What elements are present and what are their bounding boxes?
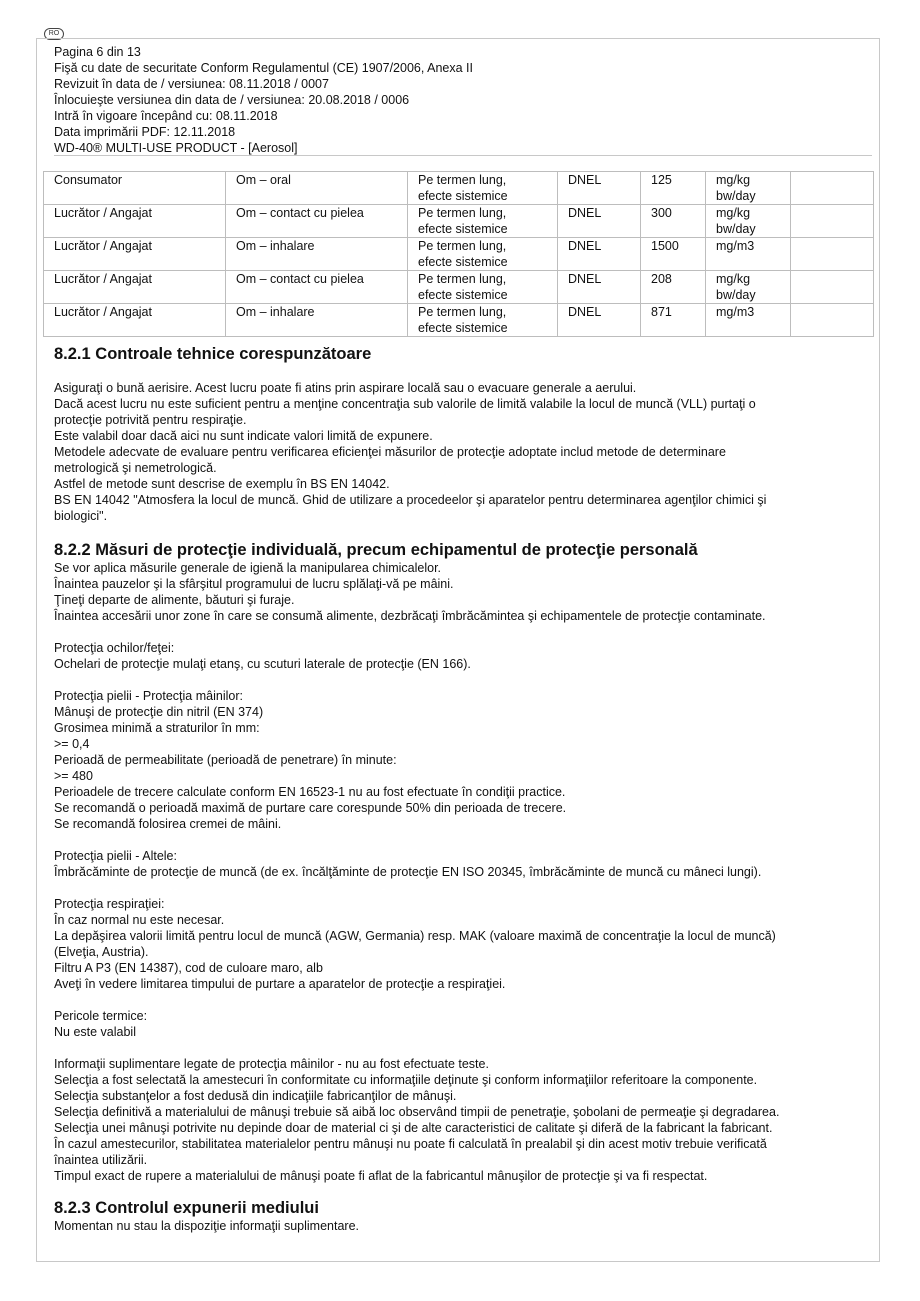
environmental-exposure-body bbox=[54, 1218, 870, 1234]
paragraph-line: Pericole termice: bbox=[54, 1009, 148, 1023]
paragraph-line: Momentan nu stau la dispoziţie informaţii suplimentare. bbox=[54, 1219, 360, 1233]
table-row bbox=[44, 238, 874, 271]
type-cell: DNEL bbox=[558, 172, 641, 205]
revision-date: Revizuit în data de / versiunea: 08.11.2018 / 0007 bbox=[54, 77, 329, 91]
note-cell bbox=[791, 238, 874, 271]
group-cell: Lucrător / Angajat bbox=[44, 304, 226, 337]
value-cell: 1500 bbox=[641, 238, 706, 271]
effect-cell-line: Pe termen lung, bbox=[418, 239, 507, 253]
page-number: Pagina 6 din 13 bbox=[54, 45, 141, 59]
paragraph-line: Este valabil doar dacă aici nu sunt indicate valori limită de expunere. bbox=[54, 429, 433, 443]
dnel-table bbox=[43, 171, 874, 337]
additional-hand-info bbox=[54, 1056, 870, 1184]
header-divider bbox=[54, 155, 872, 156]
effective-date: Intră în vigoare începând cu: 08.11.2018 bbox=[54, 109, 278, 123]
effect-cell-line: Pe termen lung, bbox=[418, 305, 507, 319]
effect-cell bbox=[408, 271, 558, 304]
product-name: WD-40® MULTI-USE PRODUCT - [Aerosol] bbox=[54, 141, 298, 155]
section-8-2-3-heading: 8.2.3 Controlul expunerii mediului bbox=[54, 1199, 319, 1217]
group-cell: Lucrător / Angajat bbox=[44, 271, 226, 304]
paragraph-line: Selecţia substanţelor a fost dedusă din indicaţiile fabricanţilor de mânuşi. bbox=[54, 1089, 457, 1103]
paragraph-line: Asiguraţi o bună aerisire. Acest lucru poate fi atins prin aspirare locală sau o evacuare generale a aerului. bbox=[54, 381, 637, 395]
effect-cell bbox=[408, 238, 558, 271]
hygiene-measures bbox=[54, 560, 870, 624]
paragraph-line: În caz normal nu este necesar. bbox=[54, 913, 225, 927]
paragraph-line: Perioadă de permeabilitate (perioadă de penetrare) în minute: bbox=[54, 753, 397, 767]
paragraph-line: Perioadele de trecere calculate conform EN 16523-1 nu au fost efectuate în condiţii practice. bbox=[54, 785, 566, 799]
value-cell: 300 bbox=[641, 205, 706, 238]
paragraph-line: Protecţia pielii - Altele: bbox=[54, 849, 177, 863]
unit-cell bbox=[706, 205, 791, 238]
paragraph-line: Se recomandă o perioadă maximă de purtare care corespunde 50% din perioada de trecere. bbox=[54, 801, 567, 815]
route-cell: Om – inhalare bbox=[226, 238, 408, 271]
route-cell: Om – oral bbox=[226, 172, 408, 205]
note-cell bbox=[791, 205, 874, 238]
print-date: Data imprimării PDF: 12.11.2018 bbox=[54, 125, 236, 139]
paragraph-line: În cazul amestecurilor, stabilitatea materialelor pentru mânuşi nu poate fi calculată în prealabil şi din acest motiv trebuie verificată bbox=[54, 1137, 767, 1151]
document-title: Fişă cu date de securitate Conform Regulamentul (CE) 1907/2006, Anexa II bbox=[54, 61, 473, 75]
paragraph-line: Ţineţi departe de alimente, băuturi şi furaje. bbox=[54, 593, 295, 607]
effect-cell bbox=[408, 172, 558, 205]
paragraph-line: biologici". bbox=[54, 509, 108, 523]
paragraph-line: Mânuşi de protecţie din nitril (EN 374) bbox=[54, 705, 264, 719]
section-8-2-1-heading: 8.2.1 Controale tehnice corespunzătoare bbox=[54, 345, 372, 363]
paragraph-line: Înaintea accesării unor zone în care se consumă alimente, dezbrăcaţi îmbrăcămintea şi echipamentele de protecţie contaminate. bbox=[54, 609, 766, 623]
paragraph-line: Filtru A P3 (EN 14387), cod de culoare maro, alb bbox=[54, 961, 323, 975]
effect-cell-line: efecte sistemice bbox=[418, 255, 508, 269]
unit-cell-line: bw/day bbox=[716, 288, 756, 302]
paragraph-line: Astfel de metode sunt descrise de exemplu în BS EN 14042. bbox=[54, 477, 390, 491]
value-cell: 208 bbox=[641, 271, 706, 304]
effect-cell-line: efecte sistemice bbox=[418, 189, 508, 203]
unit-cell-line: mg/kg bbox=[716, 173, 751, 187]
paragraph-line: Dacă acest lucru nu este suficient pentru a menţine concentraţia sub valorile de limită valabile la locul de muncă (VLL) purtaţi o bbox=[54, 397, 756, 411]
respiratory-protection bbox=[54, 896, 870, 992]
group-cell: Lucrător / Angajat bbox=[44, 238, 226, 271]
paragraph-line: Ochelari de protecţie mulaţi etanş, cu scuturi laterale de protecţie (EN 166). bbox=[54, 657, 471, 671]
paragraph-line: La depăşirea valorii limită pentru locul de muncă (AGW, Germania) resp. MAK (valoare maximă de concentraţie la locul de muncă) bbox=[54, 929, 776, 943]
paragraph-line: Timpul exact de rupere a materialului de mânuşi poate fi aflat de la fabricantul mânuşilor de protecţie şi va fi respectat. bbox=[54, 1169, 708, 1183]
value-cell: 871 bbox=[641, 304, 706, 337]
paragraph-line: (Elveţia, Austria). bbox=[54, 945, 149, 959]
paragraph-line: >= 0,4 bbox=[54, 737, 90, 751]
replaced-version: Înlocuieşte versiunea din data de / versiunea: 20.08.2018 / 0006 bbox=[54, 93, 410, 107]
note-cell bbox=[791, 271, 874, 304]
paragraph-line: Metodele adecvate de evaluare pentru verificarea eficienţei măsurilor de protecţie adoptate includ metode de determinare bbox=[54, 445, 726, 459]
table-row bbox=[44, 271, 874, 304]
unit-cell-line: bw/day bbox=[716, 222, 756, 236]
unit-cell bbox=[706, 238, 791, 271]
paragraph-line: protecţie potrivită pentru respiraţie. bbox=[54, 413, 247, 427]
note-cell bbox=[791, 172, 874, 205]
group-cell: Lucrător / Angajat bbox=[44, 205, 226, 238]
document-header bbox=[54, 44, 874, 156]
type-cell: DNEL bbox=[558, 304, 641, 337]
effect-cell-line: Pe termen lung, bbox=[418, 173, 507, 187]
paragraph-line: Îmbrăcăminte de protecţie de muncă (de ex. încălţăminte de protecţie EN ISO 20345, îmbrăcăminte de muncă cu mâneci lungi). bbox=[54, 865, 762, 879]
paragraph-line: BS EN 14042 "Atmosfera la locul de muncă. Ghid de utilizare a procedeelor şi aparatelor pentru determinarea agenţilor chimici şi bbox=[54, 493, 767, 507]
effect-cell bbox=[408, 205, 558, 238]
paragraph-line: Protecţia respiraţiei: bbox=[54, 897, 165, 911]
section-8-2-2-heading: 8.2.2 Măsuri de protecţie individuală, precum echipamentul de protecţie personală bbox=[54, 541, 698, 559]
unit-cell bbox=[706, 172, 791, 205]
paragraph-line: Protecţia pielii - Protecţia mâinilor: bbox=[54, 689, 243, 703]
value-cell: 125 bbox=[641, 172, 706, 205]
paragraph-line: Înaintea pauzelor şi la sfârşitul programului de lucru splălaţi-vă pe mâini. bbox=[54, 577, 454, 591]
unit-cell bbox=[706, 304, 791, 337]
type-cell: DNEL bbox=[558, 238, 641, 271]
country-badge: RO bbox=[44, 28, 64, 40]
route-cell: Om – inhalare bbox=[226, 304, 408, 337]
group-cell: Consumator bbox=[44, 172, 226, 205]
paragraph-line: Selecţia unei mânuşi potrivite nu depinde doar de material ci şi de alte caracteristici de calitate şi diferă de la fabricant la fabricant. bbox=[54, 1121, 773, 1135]
section-8-2-1-body bbox=[54, 380, 870, 524]
unit-cell-line: mg/m3 bbox=[716, 239, 755, 253]
effect-cell bbox=[408, 304, 558, 337]
paragraph-line: Informaţii suplimentare legate de protecţia mâinilor - nu au fost efectuate teste. bbox=[54, 1057, 489, 1071]
paragraph-line: Selecţia definitivă a materialului de mânuşi trebuie să aibă loc observând timpii de penetraţie, şobolani de permeaţie şi degradarea. bbox=[54, 1105, 780, 1119]
route-cell: Om – contact cu pielea bbox=[226, 205, 408, 238]
paragraph-line: înaintea utilizării. bbox=[54, 1153, 148, 1167]
effect-cell-line: Pe termen lung, bbox=[418, 272, 507, 286]
main-content bbox=[54, 344, 870, 1234]
unit-cell-line: mg/kg bbox=[716, 206, 751, 220]
paragraph-line: metrologică şi nemetrologică. bbox=[54, 461, 217, 475]
paragraph-line: Grosimea minimă a straturilor în mm: bbox=[54, 721, 260, 735]
effect-cell-line: efecte sistemice bbox=[418, 222, 508, 236]
unit-cell bbox=[706, 271, 791, 304]
effect-cell-line: Pe termen lung, bbox=[418, 206, 507, 220]
hand-protection bbox=[54, 688, 870, 832]
eye-protection bbox=[54, 640, 870, 672]
thermal-hazards bbox=[54, 1008, 870, 1040]
effect-cell-line: efecte sistemice bbox=[418, 321, 508, 335]
paragraph-line: Se vor aplica măsurile generale de igienă la manipularea chimicalelor. bbox=[54, 561, 442, 575]
route-cell: Om – contact cu pielea bbox=[226, 271, 408, 304]
type-cell: DNEL bbox=[558, 271, 641, 304]
paragraph-line: Se recomandă folosirea cremei de mâini. bbox=[54, 817, 282, 831]
note-cell bbox=[791, 304, 874, 337]
unit-cell-line: mg/m3 bbox=[716, 305, 755, 319]
paragraph-line: Selecţia a fost selectată la amestecuri în conformitate cu informaţiile deţinute şi conform informaţiilor referitoare la componente. bbox=[54, 1073, 758, 1087]
table-row bbox=[44, 172, 874, 205]
paragraph-line: >= 480 bbox=[54, 769, 93, 783]
paragraph-line: Protecţia ochilor/feţei: bbox=[54, 641, 175, 655]
unit-cell-line: mg/kg bbox=[716, 272, 751, 286]
type-cell: DNEL bbox=[558, 205, 641, 238]
paragraph-line: Nu este valabil bbox=[54, 1025, 136, 1039]
unit-cell-line: bw/day bbox=[716, 189, 756, 203]
effect-cell-line: efecte sistemice bbox=[418, 288, 508, 302]
skin-protection-other bbox=[54, 848, 870, 880]
table-row bbox=[44, 304, 874, 337]
paragraph-line: Aveţi în vedere limitarea timpului de purtare a aparatelor de protecţie a respiraţiei. bbox=[54, 977, 506, 991]
table-row bbox=[44, 205, 874, 238]
